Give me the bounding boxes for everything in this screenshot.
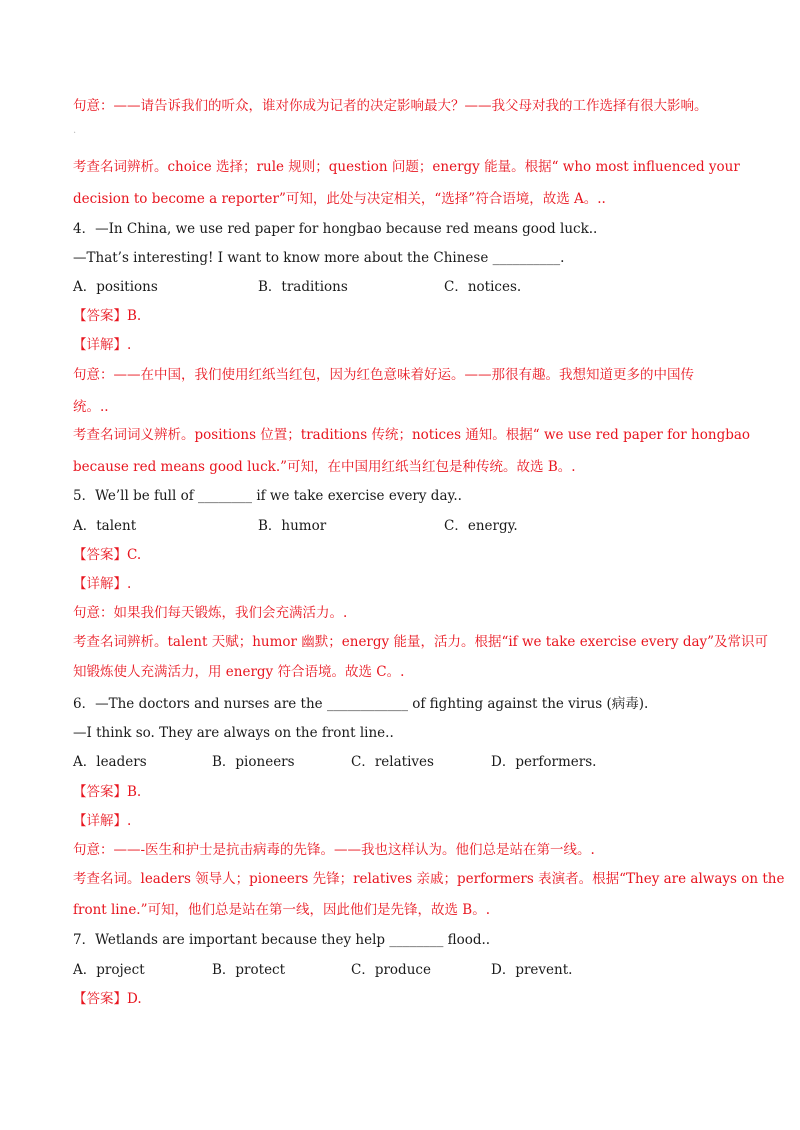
q7-option-c: C．produce — [351, 962, 431, 978]
q6-explain-tag: 【详解】 — [73, 813, 127, 829]
q5-stem: 5．We’ll be full of ________ if we take exercise every day.. — [73, 488, 462, 504]
q5-explain-tag: 【详解】 — [73, 576, 127, 592]
q6-analysis-line-2: front line.”可知，他们总是站在第一线，因此他们是先锋，故选 B。. — [73, 902, 491, 918]
q4-analysis-line-2: because red means good luck.”可知，在中国用红纸当红包是种传统。故选 B。. — [73, 459, 576, 475]
q5-explain-heading: 【详解】. — [73, 576, 132, 592]
q6-answer — [73, 783, 141, 801]
q7-answer-value: D. — [127, 991, 142, 1007]
q4-explain-tag: 【详解】 — [73, 337, 127, 353]
q6-option-a: A．leaders — [73, 754, 147, 770]
q4-stem-line-2: —That’s interesting! I want to know more about the Chinese __________. — [73, 250, 565, 266]
q7-option-a: A．project — [73, 962, 145, 978]
q3-paragraph-mark: . — [73, 125, 77, 136]
q5-answer — [73, 546, 141, 564]
q4-options — [73, 278, 733, 296]
q7-answer-tag: 【答案】 — [73, 991, 127, 1007]
q6-explain-heading: 【详解】. — [73, 813, 132, 829]
q4-option-c: C．notices. — [444, 279, 522, 295]
q6-option-d: D．performers. — [491, 754, 597, 770]
q6-stem-line-1: 6．—The doctors and nurses are the ____________ of fighting against the virus (病毒). — [73, 696, 649, 712]
q4-answer — [73, 307, 141, 325]
q5-analysis-line-1: 考查名词辨析。talent 天赋；humor 幽默；energy 能量，活力。根据“if we take exercise every day”及常识可 — [73, 634, 769, 650]
q4-explain-heading: 【详解】. — [73, 337, 132, 353]
q6-options — [73, 753, 733, 771]
q4-answer-tag: 【答案】 — [73, 308, 127, 324]
q6-meaning: 句意：——-医生和护士是抗击病毒的先锋。——我也这样认为。他们总是站在第一线。. — [73, 842, 595, 858]
q6-answer-tag: 【答案】 — [73, 784, 127, 800]
q4-stem-line-1: 4．—In China, we use red paper for hongbao because red means good luck.. — [73, 221, 598, 237]
q5-options — [73, 517, 733, 535]
q4-meaning-line-2: 统。.. — [73, 399, 109, 415]
q6-stem-line-2: —I think so. They are always on the front line.. — [73, 725, 394, 741]
q4-option-a: A．positions — [73, 279, 158, 295]
q3-analysis-line-2: decision to become a reporter”可知，此处与决定相关，“选择”符合语境，故选 A。.. — [73, 191, 606, 207]
q3-analysis-line-1: 考查名词辨析。choice 选择；rule 规则；question 问题；energy 能量。根据“ who most influenced your — [73, 159, 740, 175]
q5-answer-value: C. — [127, 547, 142, 563]
q7-option-d: D．prevent. — [491, 962, 573, 978]
q5-option-c: C．energy. — [444, 518, 518, 534]
q7-stem: 7．Wetlands are important because they help ________ flood.. — [73, 932, 491, 948]
q6-answer-value: B. — [127, 784, 142, 800]
q4-analysis-line-1: 考查名词词义辨析。positions 位置；traditions 传统；notices 通知。根据“ we use red paper for hongbao — [73, 427, 751, 443]
q4-answer-value: B. — [127, 308, 142, 324]
q6-option-b: B．pioneers — [212, 754, 295, 770]
q5-analysis-line-2: 知锻炼使人充满活力，用 energy 符合语境。故选 C。. — [73, 664, 405, 680]
q7-options — [73, 961, 733, 979]
q4-meaning-line-1: 句意：——在中国，我们使用红纸当红包，因为红色意味着好运。——那很有趣。我想知道更多的中国传 — [73, 367, 694, 383]
q4-option-b: B．traditions — [258, 279, 348, 295]
q5-option-b: B．humor — [258, 518, 327, 534]
q6-option-c: C．relatives — [351, 754, 434, 770]
q7-answer — [73, 990, 142, 1008]
q5-meaning: 句意：如果我们每天锻炼，我们会充满活力。. — [73, 605, 348, 621]
q3-meaning: 句意：——请告诉我们的听众，谁对你成为记者的决定影响最大？——我父母对我的工作选择有很大影响。 — [73, 98, 708, 114]
q5-option-a: A．talent — [73, 518, 137, 534]
q6-analysis-line-1: 考查名词。leaders 领导人；pioneers 先锋；relatives 亲戚；performers 表演者。根据“They are always on the — [73, 871, 785, 887]
q7-option-b: B．protect — [212, 962, 286, 978]
q5-answer-tag: 【答案】 — [73, 547, 127, 563]
